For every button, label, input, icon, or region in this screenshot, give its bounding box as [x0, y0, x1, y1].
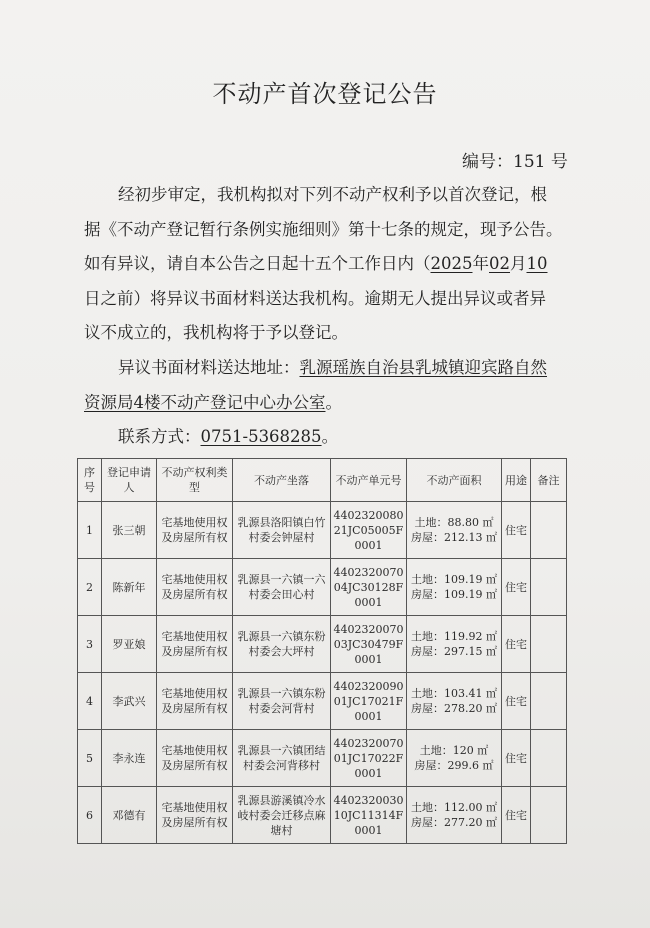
table-row — [78, 502, 567, 559]
cell-area — [407, 730, 502, 787]
cell-applicant: 邓德有 — [102, 787, 157, 844]
cell-no: 3 — [78, 616, 102, 673]
cell-land-area: 土地：88.80 ㎡ — [414, 516, 494, 529]
table-row — [78, 730, 567, 787]
cell-house-area: 房屋：277.20 ㎡ — [411, 816, 497, 829]
header-location: 不动产坐落 — [233, 459, 331, 502]
cell-land-area: 土地：109.19 ㎡ — [411, 573, 497, 586]
cell-no: 1 — [78, 502, 102, 559]
cell-land-area: 土地：103.41 ㎡ — [411, 687, 497, 700]
cell-no: 4 — [78, 673, 102, 730]
cell-unit-no: 440232007003JC30479F0001 — [331, 616, 407, 673]
cell-area — [407, 502, 502, 559]
intro-line-4: 日之前）将异议书面材料送达我机构。逾期无人提出异议或者异 — [84, 288, 546, 308]
document-title: 不动产首次登记公告 — [212, 80, 438, 108]
cell-house-area: 房屋：278.20 ㎡ — [411, 702, 497, 715]
table-row — [78, 787, 567, 844]
header-no: 序号 — [78, 459, 102, 502]
cell-location: 乳源县洛阳镇白竹村委会钟屋村 — [233, 502, 331, 559]
cell-house-area: 房屋：299.6 ㎡ — [414, 759, 494, 772]
table-row — [78, 616, 567, 673]
table-row — [78, 673, 567, 730]
cell-house-area: 房屋：297.15 ㎡ — [411, 645, 497, 658]
header-area: 不动产面积 — [407, 459, 502, 502]
cell-right-type: 宅基地使用权及房屋所有权 — [157, 787, 233, 844]
cell-land-area: 土地：120 ㎡ — [419, 744, 489, 757]
cell-location: 乳源县一六镇团结村委会河背移村 — [233, 730, 331, 787]
contact-info: 联系方式：0751-5368285。 — [118, 427, 339, 446]
table-header-row — [78, 459, 567, 502]
cell-land-area: 土地：112.00 ㎡ — [411, 801, 497, 814]
cell-house-area: 房屋：109.19 ㎡ — [411, 588, 497, 601]
cell-unit-no: 440232008021JC05005F0001 — [331, 502, 407, 559]
cell-location: 乳源县一六镇东粉村委会大坪村 — [233, 616, 331, 673]
cell-no: 2 — [78, 559, 102, 616]
cell-area — [407, 787, 502, 844]
cell-location: 乳源县游溪镇冷水岐村委会迁移点麻塘村 — [233, 787, 331, 844]
announcement-body: 经初步审定，我机构拟对下列不动产权利予以首次登记，根 据《不动产登记暂行条例实施细则》第十七条的规定，现予公告。 如有异议，请自本公告之日起十五个工作日内（2025年02月10 日之前）将异议书面材料送达我机构。逾期无人提出异议或者异 议不成立的，我机构将于予以登记。 — [84, 178, 584, 351]
contact-label: 联系方式： — [118, 427, 201, 446]
cell-applicant: 罗亚娘 — [102, 616, 157, 673]
header-note: 备注 — [531, 459, 567, 502]
intro-line-5: 议不成立的，我机构将于予以登记。 — [84, 323, 348, 342]
cell-applicant: 张三朝 — [102, 502, 157, 559]
header-right-type: 不动产权利类型 — [157, 459, 233, 502]
cell-house-area: 房屋：212.13 ㎡ — [411, 531, 497, 544]
address-label: 异议书面材料送达地址： — [118, 358, 300, 377]
cell-land-area: 土地：119.92 ㎡ — [411, 630, 497, 643]
contact-phone: 0751-5368285 — [200, 427, 322, 446]
cell-note — [531, 616, 567, 673]
cell-no: 5 — [78, 730, 102, 787]
cell-location: 乳源县一六镇一六村委会田心村 — [233, 559, 331, 616]
header-applicant: 登记申请人 — [102, 459, 157, 502]
intro-line-2: 据《不动产登记暂行条例实施细则》第十七条的规定，现予公告。 — [84, 219, 563, 239]
cell-note — [531, 787, 567, 844]
cell-area — [407, 616, 502, 673]
cell-right-type: 宅基地使用权及房屋所有权 — [157, 559, 233, 616]
cell-use: 住宅 — [502, 730, 531, 787]
cell-unit-no: 440232007004JC30128F0001 — [331, 559, 407, 616]
cell-unit-no: 440232009001JC17021F0001 — [331, 673, 407, 730]
cell-applicant: 陈新年 — [102, 559, 157, 616]
cell-no: 6 — [78, 787, 102, 844]
cell-applicant: 李武兴 — [102, 673, 157, 730]
table-row — [78, 559, 567, 616]
cell-use: 住宅 — [502, 502, 531, 559]
header-use: 用途 — [502, 459, 531, 502]
cell-area — [407, 559, 502, 616]
objection-address: 异议书面材料送达地址：乳源瑶族自治县乳城镇迎宾路自然 资源局4楼不动产登记中心办公室。 — [84, 358, 547, 412]
cell-right-type: 宅基地使用权及房屋所有权 — [157, 730, 233, 787]
cell-applicant: 李永连 — [102, 730, 157, 787]
cell-use: 住宅 — [502, 787, 531, 844]
cell-right-type: 宅基地使用权及房屋所有权 — [157, 616, 233, 673]
deadline-day: 10 — [526, 254, 548, 273]
cell-use: 住宅 — [502, 673, 531, 730]
cell-note — [531, 730, 567, 787]
address-value-2: 资源局4楼不动产登记中心办公室 — [84, 392, 326, 412]
header-unit-no: 不动产单元号 — [331, 459, 407, 502]
deadline-month: 02 — [489, 254, 510, 273]
cell-right-type: 宅基地使用权及房屋所有权 — [157, 673, 233, 730]
cell-area — [407, 673, 502, 730]
cell-use: 住宅 — [502, 616, 531, 673]
cell-note — [531, 559, 567, 616]
cell-right-type: 宅基地使用权及房屋所有权 — [157, 502, 233, 559]
address-value-1: 乳源瑶族自治县乳城镇迎宾路自然 — [299, 358, 547, 377]
cell-location: 乳源县一六镇东粉村委会河背村 — [233, 673, 331, 730]
intro-line-3: 如有异议，请自本公告之日起十五个工作日内（ — [84, 254, 431, 273]
intro-line-1: 经初步审定，我机构拟对下列不动产权利予以首次登记，根 — [118, 185, 547, 204]
cell-note — [531, 673, 567, 730]
document-number: 编号：151 号 — [462, 152, 568, 172]
cell-unit-no: 440232007001JC17022F0001 — [331, 730, 407, 787]
cell-use: 住宅 — [502, 559, 531, 616]
cell-unit-no: 440232003010JC11314F0001 — [331, 787, 407, 844]
cell-note — [531, 502, 567, 559]
property-table — [77, 458, 567, 844]
deadline-year: 2025 — [430, 254, 473, 273]
